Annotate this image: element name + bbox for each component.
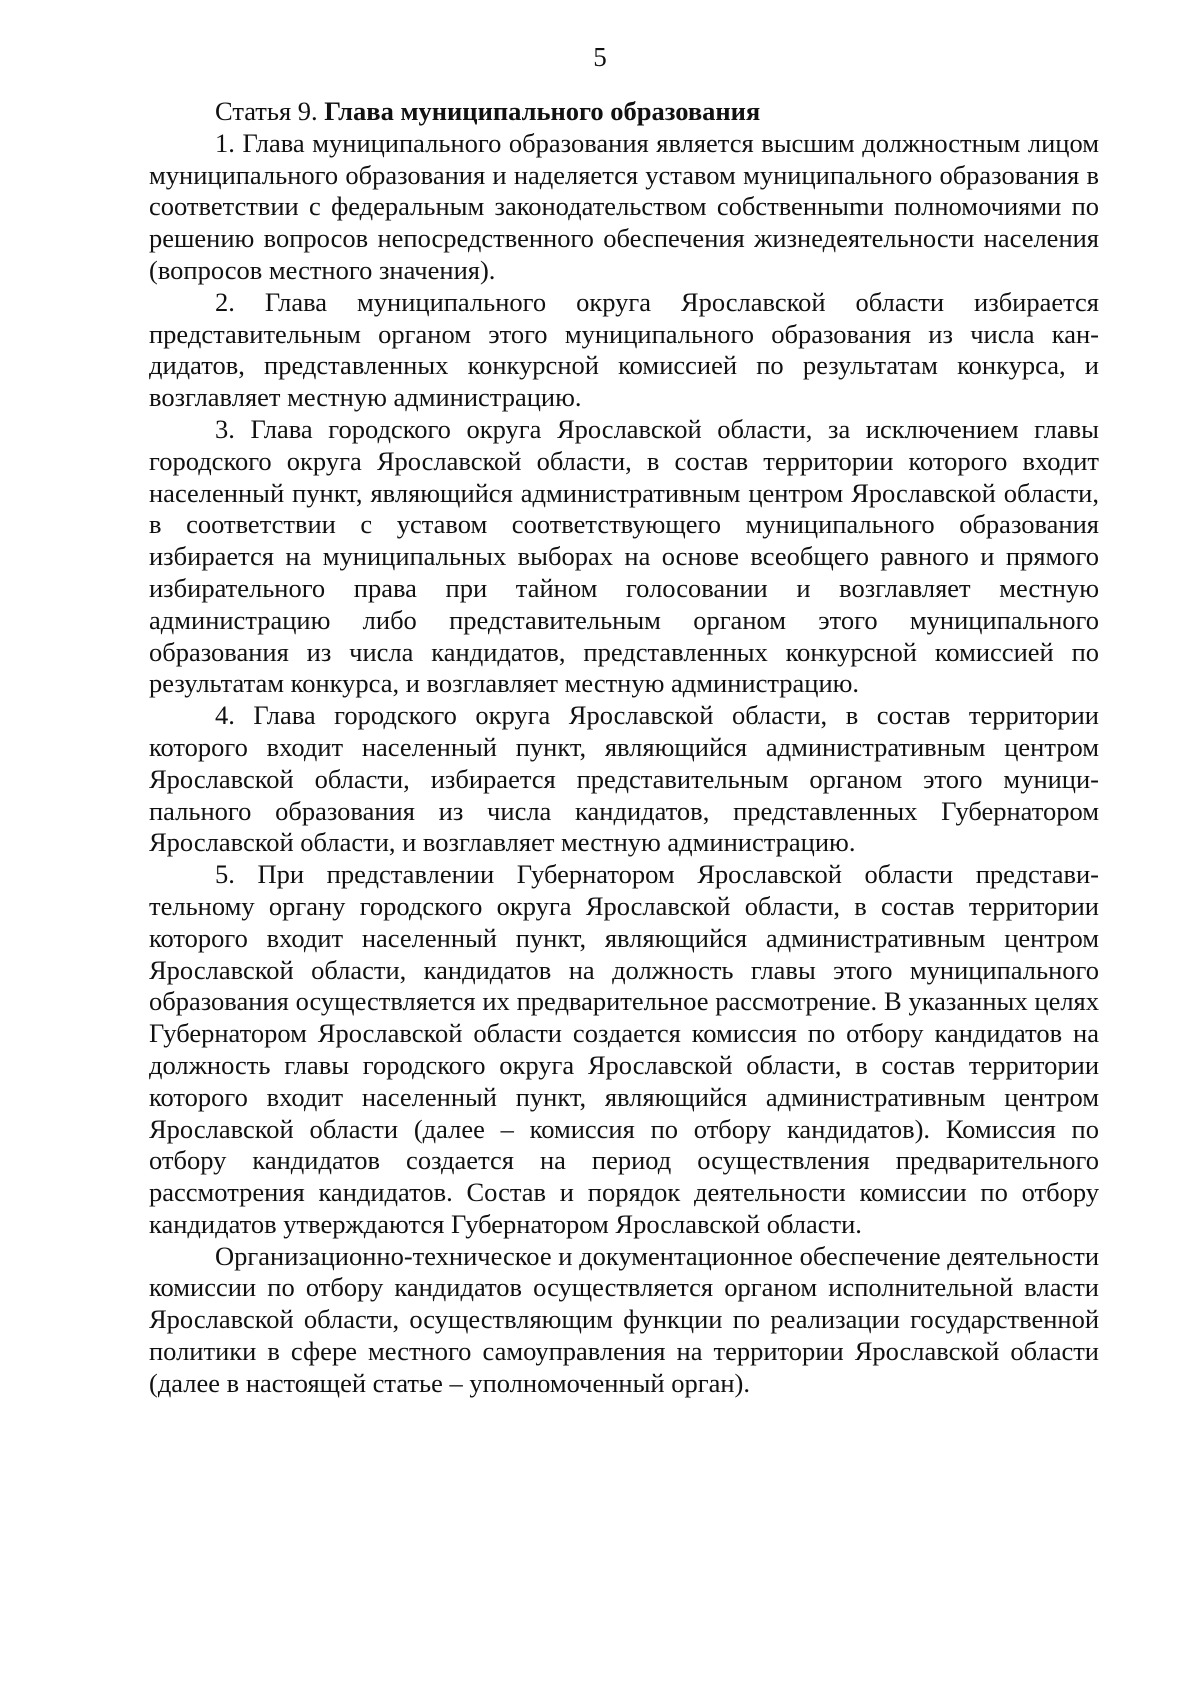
paragraph-3: 3. Глава городского округа Ярославской области, за исключением главы городского округа Ярославской области, в состав территории которого входит населенный пункт, являющийся административным центром Ярославской области, в соответствии с уставом соответствующего муниципального образования избирается на муниципальных выборах на основе всеобщего равного и прямого избирательного права при тайном голосовании и возглавляет местную администрацию либо представительным органом этого муниципального образования из числа кандидатов, представленных конкурсной комиссией по результатам конкурса, и возглавляет местную администрацию. <box>149 413 1099 699</box>
article-number: Статья 9. <box>215 96 318 126</box>
paragraph-2: 2. Глава муниципального округа Ярославской области избирается представительным органом этого муниципального образования из числа кандидатов, представленных конкурсной комиссией по результатам конкурса, и возглавляет местную администрацию. <box>149 286 1099 413</box>
paragraph-6: Организационно-техническое и документационное обеспечение деятельности комиссии по отбору кандидатов осуществляется органом исполнительной власти Ярославской области, осуществляющим функции по реализации государственной политики в сфере местного самоуправления на территории Ярославской области (далее в настоящей статье – уполномоченный орган). <box>149 1240 1099 1398</box>
article-heading <box>149 96 1099 128</box>
paragraph-1: 1. Глава муниципального образования является высшим должностным лицом муниципального образования и наделяется уставом муниципального образования в соответствии с федеральным законодательством собственныmи полномочиями по решению вопросов непосредственного обеспечения жизнедеятельности населения (вопросов местного значения). <box>149 127 1099 285</box>
paragraph-5: 5. При представлении Губернатором Ярославской области представительному органу городского округа Ярославской области, в состав территории которого входит населенный пункт, являющийся административным центром Ярославской области, кандидатов на должность главы этого муниципального образования осуществляется их предварительное рассмотрение. В указанных целях Губернатором Ярославской области создается комиссия по отбору кандидатов на должность главы городского округа Ярославской области, в состав территории которого входит населенный пункт, являющийся административным центром Ярославской области (далее – комиссия по отбору кандидатов). Комиссия по отбору кандидатов создается на период осуществления предварительного рассмотрения кандидатов. Состав и порядок деятельности комиссии по отбору кандидатов утверждаются Губернатором Ярославской области. <box>149 859 1099 1239</box>
paragraph-4: 4. Глава городского округа Ярославской области, в состав территории которого входит населенный пункт, являющийся административным центром Ярославской области, избирается представительным органом этого муниципального образования из числа кандидатов, представленных Губернатором Ярославской области, и возглавляет местную администрацию. <box>149 700 1099 858</box>
page-number: 5 <box>593 42 607 72</box>
document-body <box>149 96 1099 1400</box>
article-title: Глава муниципального образования <box>324 96 761 126</box>
